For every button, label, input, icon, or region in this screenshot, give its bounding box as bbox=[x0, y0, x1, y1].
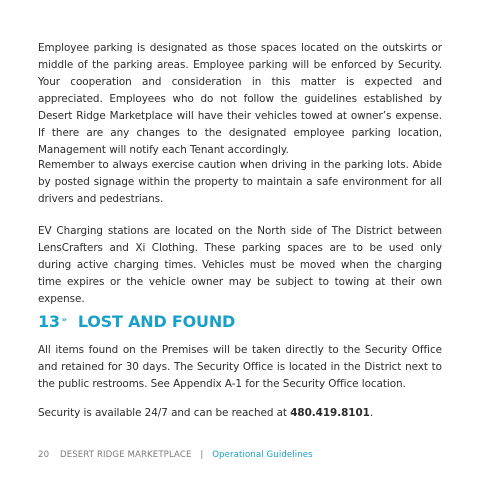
chevron-right-icon: » bbox=[61, 315, 67, 324]
section-number: 13 bbox=[38, 312, 60, 331]
publication-name: DESERT RIDGE MARKETPLACE bbox=[59, 450, 192, 460]
section-heading bbox=[38, 312, 235, 331]
caution-paragraph: Remember to always exercise caution when driving in the parking lots. Abide by posted signage within the property to maintain a safe environment for all drivers and pedestrians. bbox=[38, 159, 442, 205]
section-title: LOST AND FOUND bbox=[77, 312, 236, 331]
lost-and-found-paragraph: All items found on the Premises will be taken directly to the Security Office and retained for 30 days. The Security Office is located in the District next to the public restrooms. See Appendix A-1 for the Security Office location. bbox=[38, 344, 442, 390]
footer-section-name: Operational Guidelines bbox=[212, 450, 313, 460]
page-number: 20 bbox=[38, 450, 50, 460]
ev-charging-paragraph: EV Charging stations are located on the North side of The District between LensCrafters and Xi Clothing. These parking spaces are to be used only during active charging times. Vehicles must be moved when the charging time expires or the vehicle owner may be subject to towing at their own expense. bbox=[38, 225, 442, 305]
page-footer bbox=[38, 450, 313, 460]
security-contact-suffix: . bbox=[369, 407, 374, 419]
security-contact-text: Security is available 24/7 and can be reached at bbox=[38, 407, 291, 419]
employee-parking-paragraph: Employee parking is designated as those spaces located on the outskirts or middle of the parking areas. Employee parking will be enforced by Security. Your cooperation and consideration in this matter is expected and appreciated. Employees who do not follow the guidelines established by Desert Ridge Marketplace will have their vehicles towed at owner’s expense. If there are any changes to the designated employee parking location, Management will notify each Tenant accordingly. bbox=[38, 42, 442, 156]
footer-separator: | bbox=[200, 450, 204, 460]
security-phone-number: 480.419.8101 bbox=[290, 407, 370, 419]
security-contact-paragraph bbox=[38, 405, 442, 422]
